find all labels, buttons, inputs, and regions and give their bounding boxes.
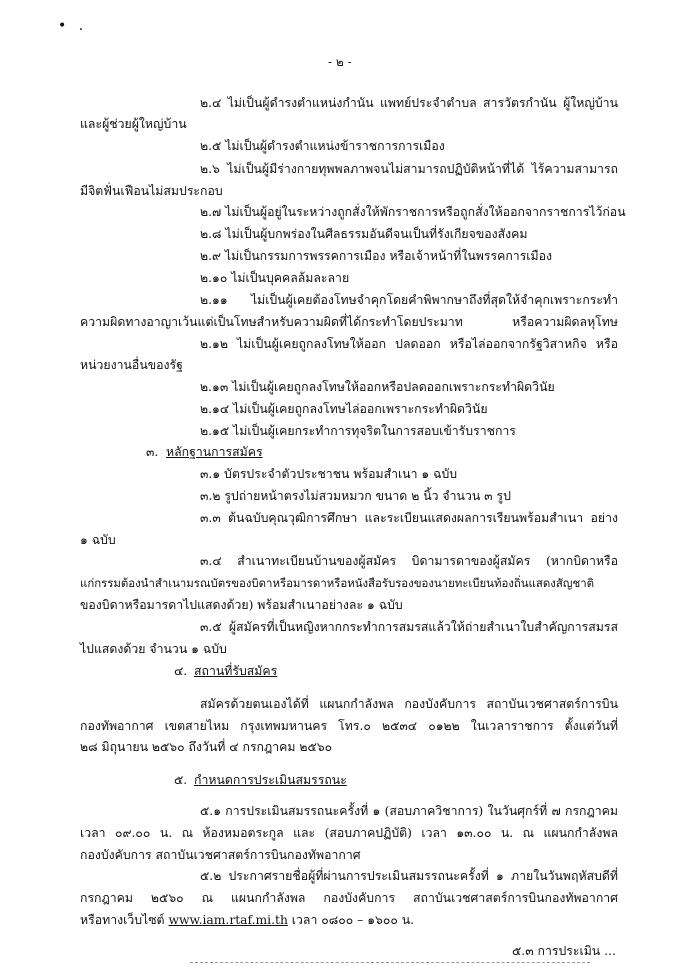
item-5-1-cont-2: กองบังคับการ สถาบันเวชศาสตร์การบินกองทัพอากาศ bbox=[80, 848, 361, 862]
continuation-note: ๕.๓ การประเมิน ... bbox=[512, 944, 616, 958]
bottom-edge-marks bbox=[190, 962, 590, 966]
item-2-13: ๒.๑๓ ไม่เป็นผู้เคยถูกลงโทษให้ออกหรือปลดออกเพราะกระทำผิดวินัย bbox=[200, 380, 555, 394]
section-4-number: ๔. bbox=[174, 664, 188, 678]
item-2-11-cont: ความผิดทางอาญาเว้นแต่เป็นโทษสำหรับความผิดที่ได้กระทำโดยประมาท หรือความผิดลหุโทษ bbox=[80, 315, 618, 329]
section-4-text-3: ๒๘ มิถุนายน ๒๕๖๐ ถึงวันที่ ๔ กรกฎาคม ๒๕๖๐ bbox=[80, 740, 333, 754]
item-2-4: ๒.๔ ไม่เป็นผู้ดำรงตำแหน่งกำนัน แพทย์ประจำตำบล สารวัตรกำนัน ผู้ใหญ่บ้าน bbox=[200, 96, 618, 110]
page-number: - ๒ - bbox=[328, 55, 352, 69]
item-3-2: ๓.๒ รูปถ่ายหน้าตรงไม่สวมหมวก ขนาด ๒ นิ้ว จำนวน ๓ รูป bbox=[200, 489, 511, 503]
item-2-12-cont: หน่วยงานอื่นของรัฐ bbox=[80, 358, 183, 372]
section-5-heading: กำหนดการประเมินสมรรถนะ bbox=[194, 773, 347, 787]
item-2-7: ๒.๗ ไม่เป็นผู้อยู่ในระหว่างถูกสั่งให้พักราชการหรือถูกสั่งให้ออกจากราชการไว้ก่อน bbox=[200, 205, 626, 219]
item-5-1: ๕.๑ การประเมินสมรรถนะครั้งที่ ๑ (สอบภาควิชาการ) ในวันศุกร์ที่ ๗ กรกฎาคม bbox=[200, 804, 618, 818]
item-3-4: ๓.๔ สำเนาทะเบียนบ้านของผู้สมัคร บิดามารดาของผู้สมัคร (หากบิดาหรือ bbox=[200, 554, 618, 568]
item-2-9: ๒.๙ ไม่เป็นกรรมการพรรคการเมือง หรือเจ้าหน้าที่ในพรรคการเมือง bbox=[200, 249, 552, 263]
item-2-12: ๒.๑๒ ไม่เป็นผู้เคยถูกลงโทษให้ออก ปลดออก หรือไล่ออกจากรัฐวิสาหกิจ หรือ bbox=[200, 337, 618, 351]
item-2-5: ๒.๕ ไม่เป็นผู้ดำรงตำแหน่งข้าราชการการเมือง bbox=[200, 139, 445, 153]
section-3-number: ๓. bbox=[146, 445, 159, 459]
item-5-2: ๕.๒ ประกาศรายชื่อผู้ที่ผ่านการประเมินสมรรถนะครั้งที่ ๑ ภายในวันพฤหัสบดีที่ bbox=[200, 869, 618, 883]
section-4-heading: สถานที่รับสมัคร bbox=[194, 664, 278, 678]
item-3-4-cont-2: ของบิดาหรือมารดาไปแสดงด้วย) พร้อมสำเนาอย่างละ ๑ ฉบับ bbox=[80, 598, 403, 612]
item-3-5-cont: ไปแสดงด้วย จำนวน ๑ ฉบับ bbox=[80, 642, 227, 656]
section-5-number: ๕. bbox=[174, 773, 188, 787]
item-2-15: ๒.๑๕ ไม่เป็นผู้เคยกระทำการทุจริตในการสอบเข้ารับราชการ bbox=[200, 424, 516, 438]
section-3-heading: หลักฐานการสมัคร bbox=[166, 445, 263, 459]
website-prefix: หรือทางเว็บไซต์ bbox=[80, 913, 165, 927]
website-link[interactable]: www.iam.rtaf.mi.th bbox=[168, 913, 288, 927]
item-3-4-cont-1: แก่กรรมต้องนำสำเนามรณบัตรของบิดาหรือมารดาหรือหนังสือรับรองของนายทะเบียนท้องถิ่นแสดงสัญชาติ bbox=[80, 576, 594, 590]
item-2-14: ๒.๑๔ ไม่เป็นผู้เคยถูกลงโทษไล่ออกเพราะกระทำผิดวินัย bbox=[200, 402, 488, 416]
item-2-4-cont: และผู้ช่วยผู้ใหญ่บ้าน bbox=[80, 117, 187, 131]
item-3-3-cont: ๑ ฉบับ bbox=[80, 533, 116, 547]
section-4-text-2: กองทัพอากาศ เขตสายไหม กรุงเทพมหานคร โทร.๐ ๒๕๓๔ ๐๑๒๒ ในเวลาราชการ ตั้งแต่วันที่ bbox=[80, 719, 618, 733]
item-3-5: ๓.๕ ผู้สมัครที่เป็นหญิงหากกระทำการสมรสแล้วให้ถ่ายสำเนาใบสำคัญการสมรส bbox=[200, 620, 618, 634]
item-3-1: ๓.๑ บัตรประจำตัวประชาชน พร้อมสำเนา ๑ ฉบับ bbox=[200, 467, 458, 481]
corner-marks: • . bbox=[58, 18, 88, 34]
item-5-2-cont-1: กรกฎาคม ๒๕๖๐ ณ แผนกกำลังพล กองบังคับการ สถาบันเวชศาสตร์การบินกองทัพอากาศ bbox=[80, 891, 618, 905]
item-2-6: ๒.๖ ไม่เป็นผู้มีร่างกายทุพพลภาพจนไม่สามารถปฏิบัติหน้าที่ได้ ไร้ความสามารถ bbox=[200, 162, 618, 176]
item-2-8: ๒.๘ ไม่เป็นผู้บกพร่องในศีลธรรมอันดีจนเป็นที่รังเกียจของสังคม bbox=[200, 227, 528, 241]
item-5-2-cont-2 bbox=[80, 910, 414, 930]
item-2-11: ๒.๑๑ ไม่เป็นผู้เคยต้องโทษจำคุกโดยคำพิพากษาถึงที่สุดให้จำคุกเพราะกระทำ bbox=[200, 293, 618, 307]
website-hours: เวลา ๐๘๐๐ – ๑๖๐๐ น. bbox=[291, 913, 415, 927]
item-3-3: ๓.๓ ต้นฉบับคุณวุฒิการศึกษา และระเบียนแสดงผลการเรียนพร้อมสำเนา อย่าง bbox=[200, 511, 618, 525]
item-2-10: ๒.๑๐ ไม่เป็นบุคคลล้มละลาย bbox=[200, 271, 350, 285]
section-4-text-1: สมัครด้วยตนเองได้ที่ แผนกกำลังพล กองบังคับการ สถาบันเวชศาสตร์การบิน bbox=[200, 697, 618, 711]
item-5-1-cont-1: เวลา ๐๙.๐๐ น. ณ ห้องหมอตระกูล และ (สอบภาคปฏิบัติ) เวลา ๑๓.๐๐ น. ณ แผนกกำลังพล bbox=[80, 826, 618, 840]
item-2-6-cont: มีจิตฟั่นเฟือนไม่สมประกอบ bbox=[80, 184, 223, 198]
